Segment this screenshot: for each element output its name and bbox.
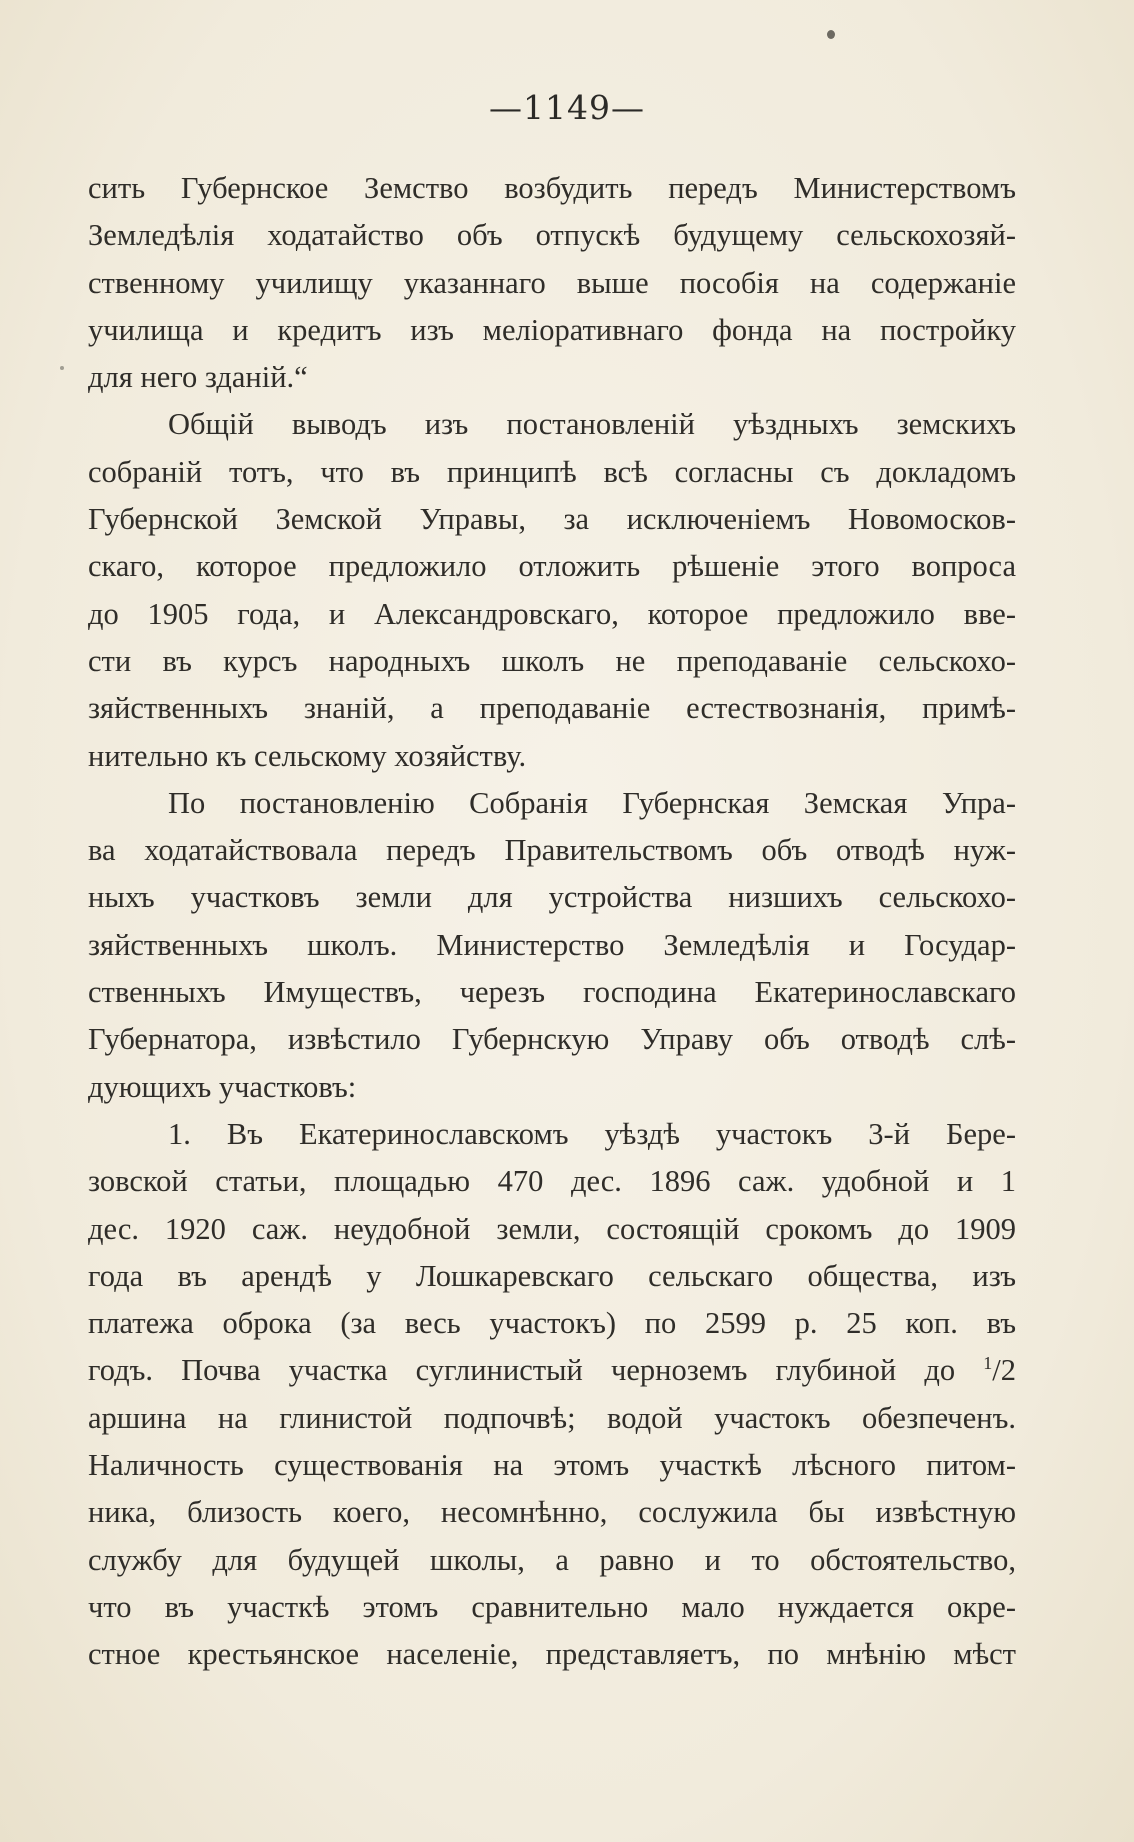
text-line: сти въ курсъ народныхъ школъ не преподаваніе сельскохо- — [88, 643, 1016, 678]
text-line: зовской статьи, площадью 470 дес. 1896 саж. удобной и 1 — [88, 1164, 1016, 1199]
paragraph-start-line: Общій выводъ изъ постановленій уѣздныхъ земскихъ — [168, 407, 1016, 442]
text-line: нительно къ сельскому хозяйству. — [88, 738, 527, 773]
paragraph-start-line: По постановленію Собранія Губернская Земская Упра- — [168, 785, 1016, 820]
paragraph-start-line: 1. Въ Екатеринославскомъ уѣздѣ участокъ 3-й Бере- — [168, 1116, 1016, 1151]
text-line: службу для будущей школы, а равно и то обстоятельство, — [88, 1542, 1016, 1577]
text-line-with-fraction: годъ. Почва участка суглинистый черноземъ глубиной до $^1$/2 — [88, 1353, 1016, 1388]
fraction-numerator: 1 — [983, 1353, 993, 1374]
text-line: ва ходатайствовала передъ Правительствомъ объ отводѣ нуж- — [88, 833, 1016, 868]
text-line: платежа оброка (за весь участокъ) по 2599 р. 25 коп. въ — [88, 1306, 1016, 1341]
text-line-part: годъ. Почва участка суглинистый черноземъ глубиной до — [88, 1353, 956, 1388]
text-line: Наличность существованія на этомъ участкѣ лѣсного питом- — [88, 1448, 1016, 1483]
text-line: ственному училищу указаннаго выше пособія на содержаніе — [88, 265, 1016, 300]
text-line: скаго, которое предложило отложить рѣшеніе этого вопроса — [88, 549, 1016, 584]
text-line: зяйственныхъ знаній, а преподаваніе естествознанія, примѣ- — [88, 691, 1016, 726]
text-line: ныхъ участковъ земли для устройства низшихъ сельскохо- — [88, 880, 1016, 915]
text-line: Губернской Земской Управы, за исключеніемъ Новомосков- — [88, 502, 1016, 537]
text-line: ственныхъ Имуществъ, черезъ господина Екатеринославскаго — [88, 975, 1016, 1010]
text-line: собраній тотъ, что въ принципѣ всѣ согласны съ докладомъ — [88, 454, 1016, 489]
text-line: дующихъ участковъ: — [88, 1069, 357, 1104]
text-line: стное крестьянское населеніе, представляетъ, по мнѣнію мѣст — [88, 1637, 1016, 1672]
text-line: ника, близость коего, несомнѣнно, сослужила бы извѣстную — [88, 1495, 1016, 1530]
text-line: года въ арендѣ у Лошкаревскаго сельскаго общества, изъ — [88, 1258, 1016, 1293]
text-line: дес. 1920 саж. неудобной земли, состоящій срокомъ до 1909 — [88, 1211, 1016, 1246]
text-line: что въ участкѣ этомъ сравнительно мало нуждается окре- — [88, 1589, 1016, 1624]
text-line: Земледѣлія ходатайство объ отпускѣ будущему сельскохозяй- — [88, 218, 1016, 253]
text-line: до 1905 года, и Александровскаго, которое предложило вве- — [88, 596, 1016, 631]
page-number: —1149— — [489, 88, 645, 127]
paper-speck — [60, 366, 64, 370]
text-line: училища и кредитъ изъ меліоративнаго фонда на постройку — [88, 312, 1016, 347]
text-line: зяйственныхъ школъ. Министерство Земледѣлія и Государ- — [88, 927, 1016, 962]
text-line: для него зданій.“ — [88, 360, 308, 395]
fraction-denominator: 2 — [1000, 1353, 1016, 1388]
body-text — [88, 165, 1016, 1679]
paper-speck — [827, 30, 835, 39]
text-line: сить Губернское Земство возбудить передъ Министерствомъ — [88, 171, 1016, 205]
text-line: аршина на глинистой подпочвѣ; водой участокъ обезпеченъ. — [88, 1400, 1016, 1435]
text-line: Губернатора, извѣстило Губернскую Управу объ отводѣ слѣ- — [88, 1022, 1016, 1057]
